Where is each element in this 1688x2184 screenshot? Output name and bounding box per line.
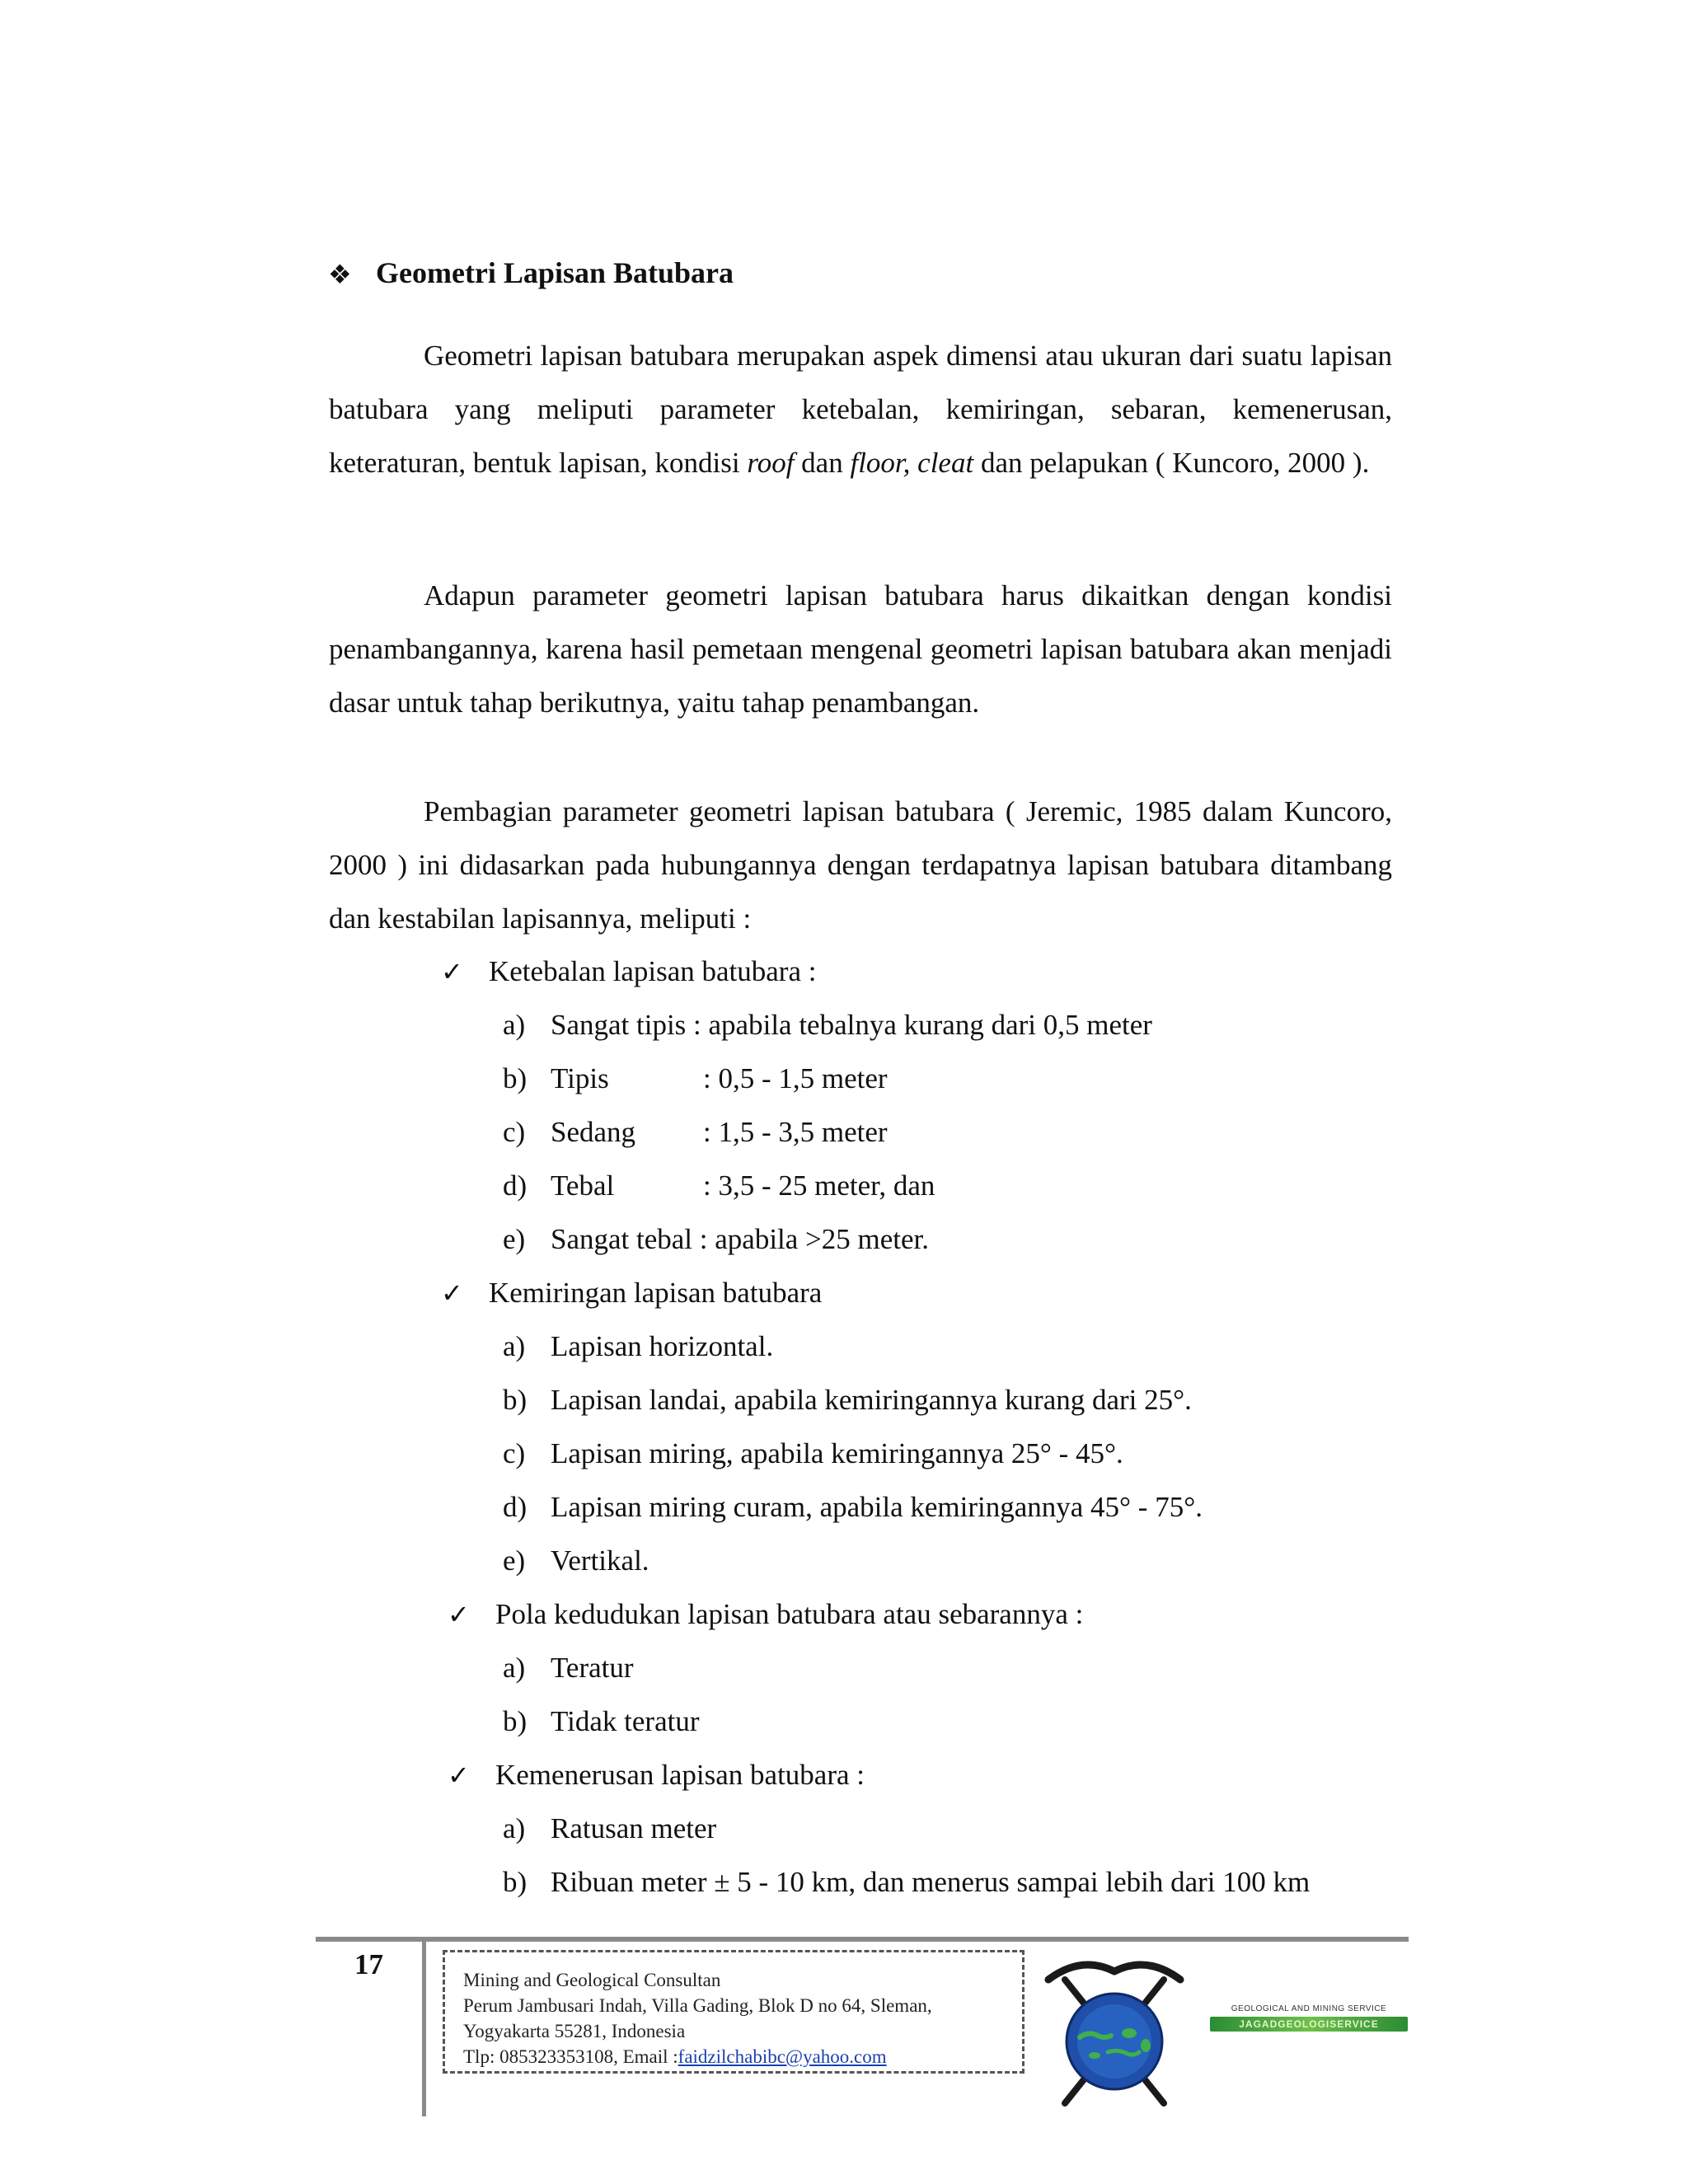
sub-item-label: a): [503, 1009, 526, 1041]
page-number: 17: [354, 1948, 383, 1980]
term-floor-cleat: floor, cleat: [850, 447, 974, 479]
paragraph-classification: Pembagian parameter geometri lapisan batubara ( Jeremic, 1985 dalam Kuncoro, 2000 ) ini didasarkan pada hubungannya dengan terdapatnya lapisan batubara ditambang dan kestabilan lapisannya, meliputi :: [329, 795, 1392, 935]
sub-item: [503, 1802, 716, 1855]
section-title: Geometri Lapisan Batubara: [376, 256, 734, 289]
list-item-pola: [448, 1587, 1083, 1642]
sub-item-text: Sangat tebal : apabila >25 meter.: [551, 1223, 930, 1255]
sub-item-term: Tipis: [551, 1062, 609, 1094]
sub-item-label: e): [503, 1544, 526, 1577]
sub-item-label: d): [503, 1169, 528, 1202]
list-item-kemenerusan: [448, 1748, 865, 1802]
checkmark-icon: ✓: [448, 1760, 470, 1791]
phone-text: Tlp: 085323353108, Email :: [463, 2046, 678, 2067]
sub-item-label: b): [503, 1866, 528, 1898]
paragraph-text: dan: [794, 447, 851, 479]
globe-pickaxe-logo-icon: [1032, 1947, 1197, 2111]
checkmark-icon: ✓: [441, 1277, 463, 1309]
sub-item-text: Lapisan horizontal.: [551, 1330, 774, 1362]
sub-item-label: a): [503, 1812, 526, 1844]
contact-line: [463, 2044, 1010, 2069]
list-item-ketebalan: [441, 944, 816, 999]
sub-item: [503, 1052, 888, 1105]
sub-item-label: a): [503, 1330, 526, 1362]
address-line: Yogyakarta 55281, Indonesia: [463, 2021, 686, 2041]
checkmark-icon: ✓: [448, 1599, 470, 1630]
sub-item-text: Tidak teratur: [551, 1705, 700, 1737]
sub-item-value: : 1,5 - 3,5 meter: [703, 1116, 888, 1148]
sub-item-text: Teratur: [551, 1652, 634, 1684]
sub-item-text: Lapisan miring curam, apabila kemiringannya 45° - 75°.: [551, 1491, 1203, 1523]
brand-tagline: GEOLOGICAL AND MINING SERVICE: [1231, 2004, 1387, 2013]
sub-item-label: b): [503, 1384, 528, 1416]
sub-item-value: : 0,5 - 1,5 meter: [703, 1062, 888, 1094]
sub-item-label: e): [503, 1223, 526, 1255]
checkmark-icon: ✓: [441, 956, 463, 987]
paragraph-definition: [329, 329, 1392, 490]
footer-vertical-divider: [422, 1942, 426, 2116]
sub-item-text: Sangat tipis : apabila tebalnya kurang dari 0,5 meter: [551, 1009, 1152, 1041]
sub-item-term: Sedang: [551, 1116, 636, 1148]
sub-item-text: Ratusan meter: [551, 1812, 717, 1844]
sub-item-value: : 3,5 - 25 meter, dan: [703, 1169, 935, 1202]
company-name: Mining and Geological Consultan: [463, 1970, 721, 1990]
sub-item: [503, 1641, 634, 1694]
sub-item-term: Tebal: [551, 1169, 615, 1202]
term-roof: roof: [747, 447, 795, 479]
email-link[interactable]: faidzilchabibc@yahoo.com: [678, 2046, 887, 2067]
footer-divider: [316, 1937, 1409, 1942]
address-line: Perum Jambusari Indah, Villa Gading, Blok D no 64, Sleman,: [463, 1995, 932, 2016]
sub-item: [503, 1694, 700, 1748]
list-item-label: Ketebalan lapisan batubara :: [489, 955, 817, 987]
paragraph-text: dan pelapukan ( Kuncoro, 2000 ).: [973, 447, 1370, 479]
sub-item-text: Ribuan meter ± 5 - 10 km, dan menerus sampai lebih dari 100 km: [551, 1866, 1311, 1898]
sub-item-label: b): [503, 1062, 528, 1094]
sub-item: [503, 1212, 929, 1266]
sub-item-text: Lapisan landai, apabila kemiringannya kurang dari 25°.: [551, 1384, 1192, 1416]
sub-item: [503, 1427, 1123, 1480]
sub-item: [503, 1373, 1192, 1427]
sub-item-label: c): [503, 1437, 526, 1469]
sub-item-label: d): [503, 1491, 528, 1523]
paragraph-parameters: Adapun parameter geometri lapisan batubara harus dikaitkan dengan kondisi penambangannya, karena hasil pemetaan mengenal geometri lapisan batubara akan menjadi dasar untuk tahap berikutnya, yaitu tahap penambangan.: [329, 579, 1392, 719]
brand-name: JAGADGEOLOGISERVICE: [1210, 2017, 1408, 2032]
brand-banner: [1210, 2004, 1408, 2032]
list-item-label: Kemenerusan lapisan batubara :: [495, 1759, 865, 1791]
sub-item: [503, 1480, 1203, 1534]
sub-item-label: a): [503, 1652, 526, 1684]
section-heading: [328, 255, 734, 290]
sub-item-text: Lapisan miring, apabila kemiringannya 25° - 45°.: [551, 1437, 1123, 1469]
sub-item-label: b): [503, 1705, 528, 1737]
sub-item-label: c): [503, 1116, 526, 1148]
sub-item: [503, 1105, 888, 1159]
sub-item: [503, 1855, 1310, 1909]
list-item-label: Kemiringan lapisan batubara: [489, 1277, 823, 1309]
diamond-bullet-icon: ❖: [328, 260, 352, 289]
sub-item-text: Vertikal.: [551, 1544, 649, 1577]
list-item-label: Pola kedudukan lapisan batubara atau sebarannya :: [495, 1598, 1084, 1630]
sub-item: [503, 1534, 649, 1587]
paragraph-text: Geometri lapisan batubara merupakan aspek dimensi atau ukuran dari suatu lapisan batubara yang meliputi parameter ketebalan, kemiringan, sebaran, kemenerusan, keteraturan, bentuk lapisan, kondisi: [329, 340, 1392, 479]
footer-address-box: [443, 1950, 1025, 2074]
sub-item: [503, 1159, 935, 1212]
list-item-kemiringan: [441, 1266, 822, 1320]
sub-item: [503, 1319, 773, 1373]
sub-item: [503, 998, 1152, 1052]
